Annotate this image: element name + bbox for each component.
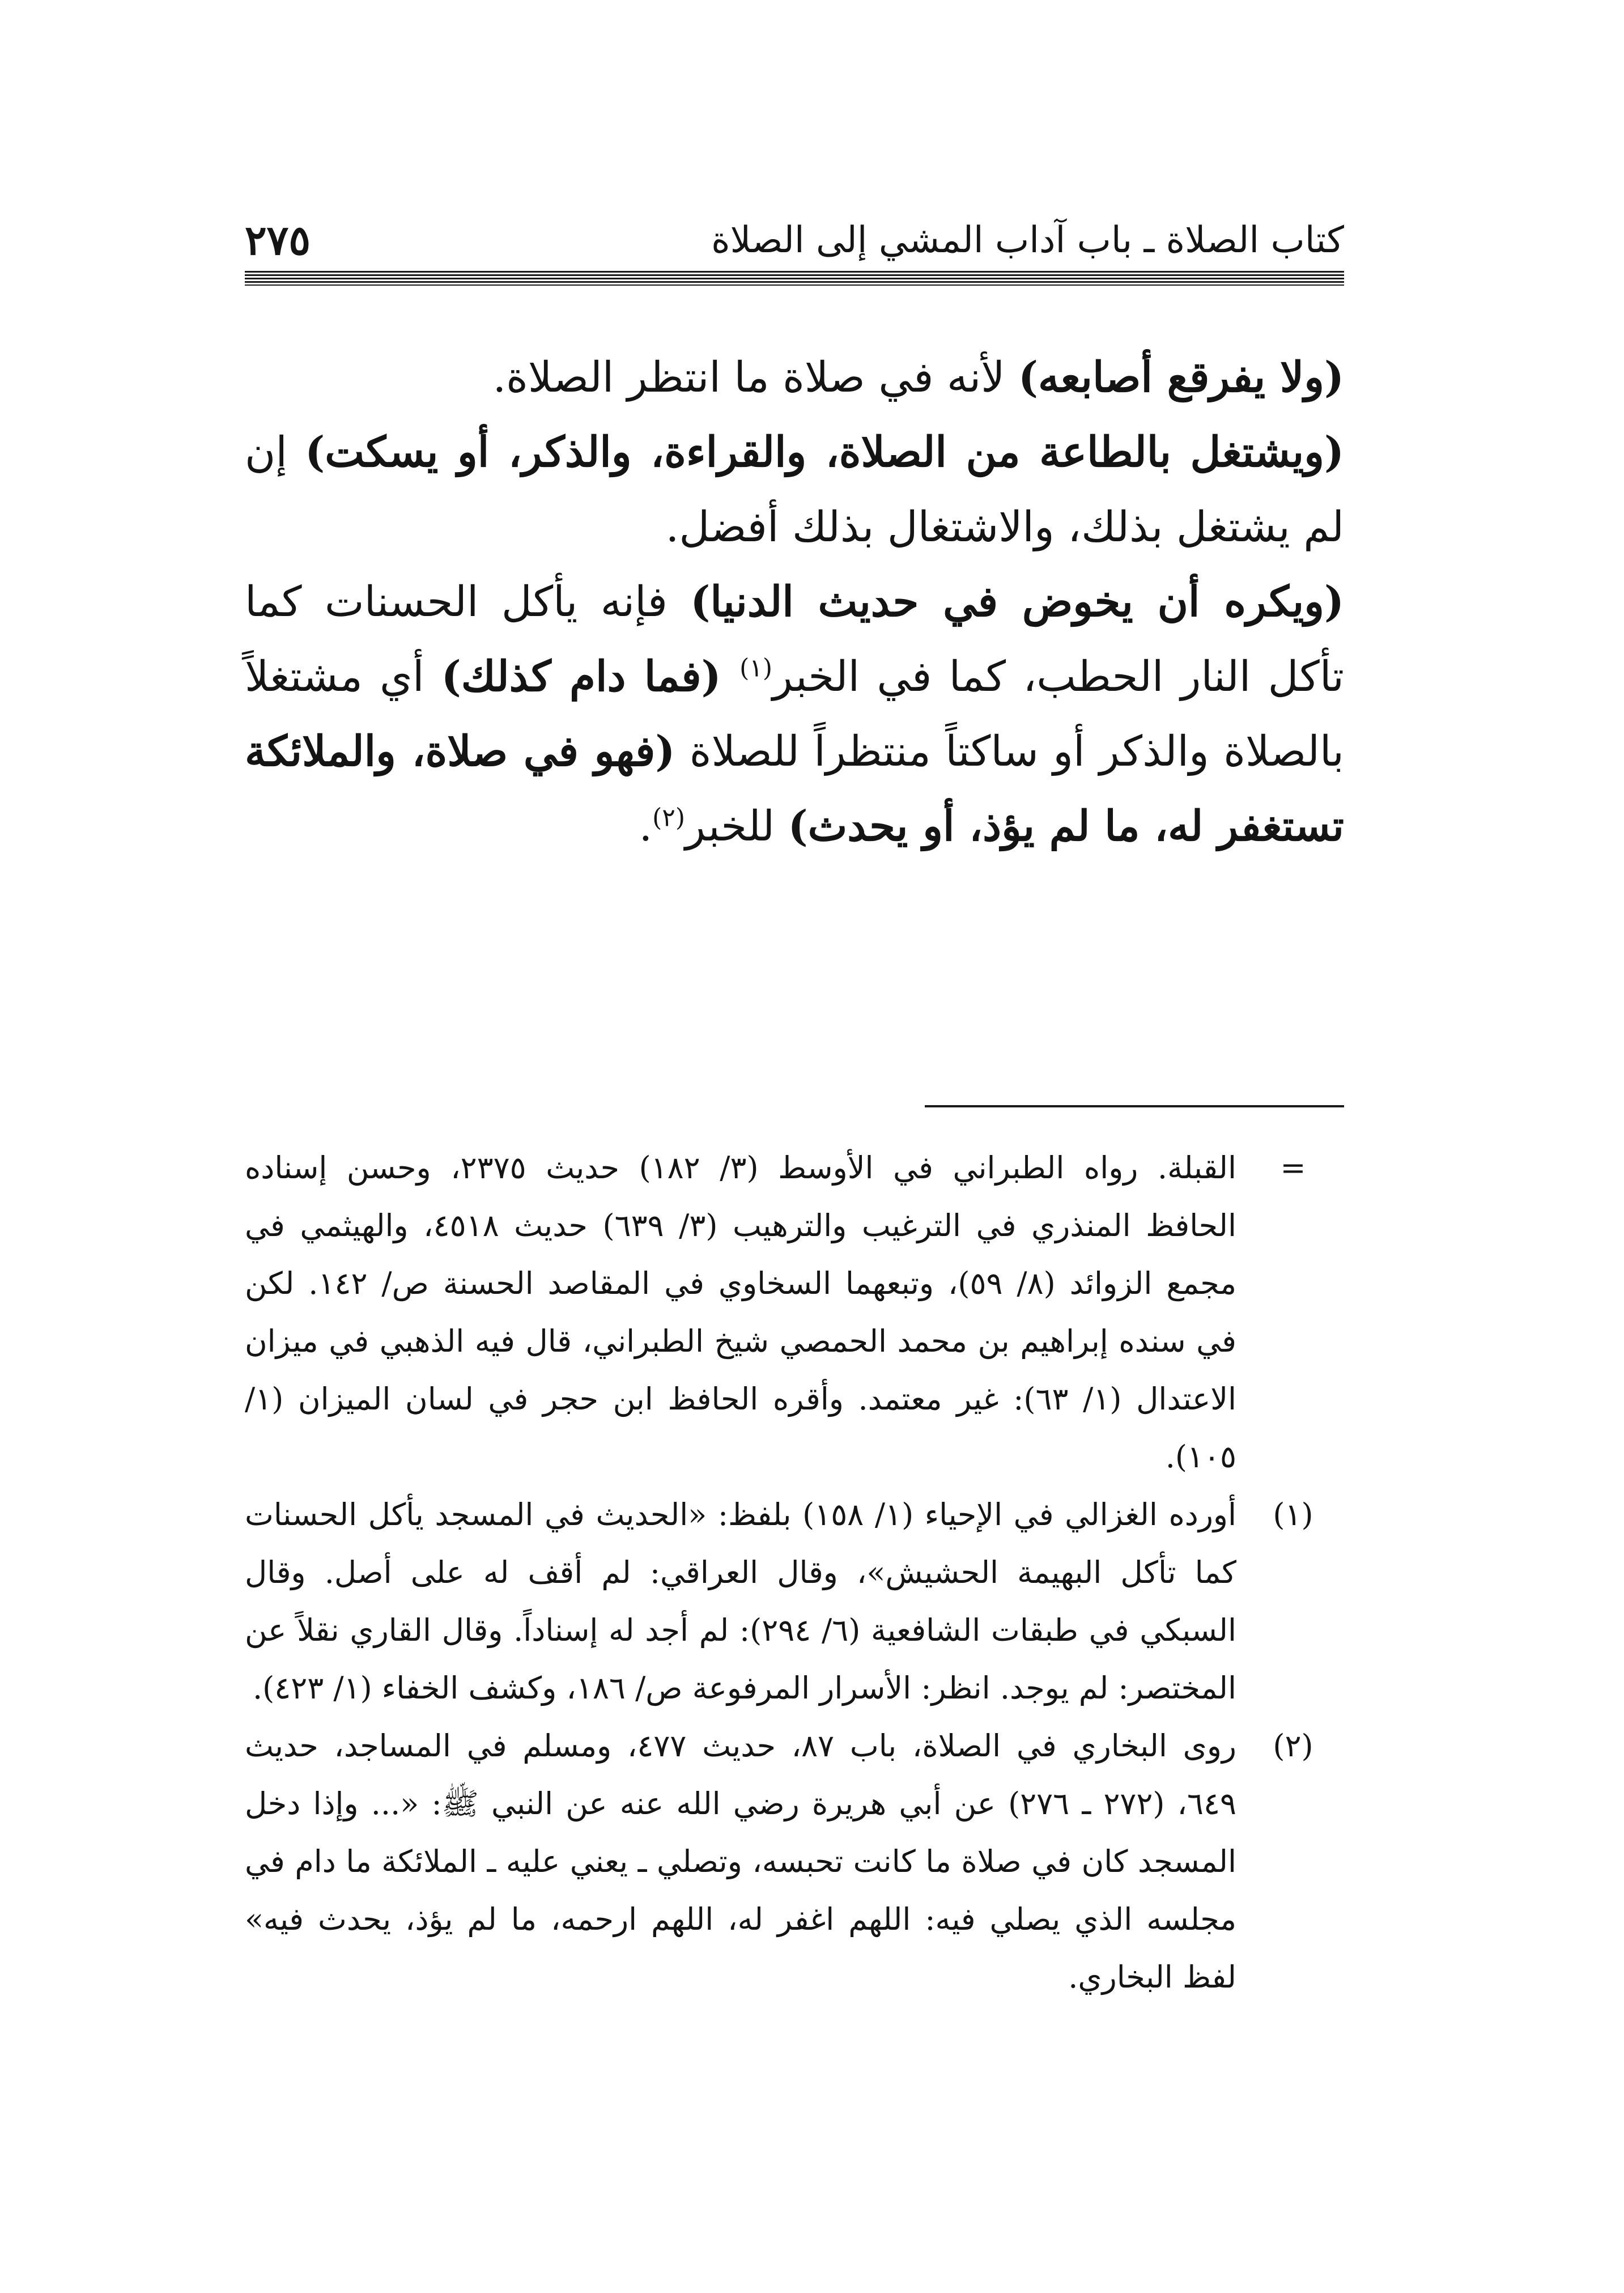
sharh-text: إن لم يشتغل بذلك، والاشتغال بذلك أفضل.	[245, 428, 1344, 551]
main-text	[245, 340, 1344, 864]
page-header	[245, 218, 1344, 263]
footnote-ref-2[interactable]: (٢)	[652, 803, 686, 833]
matn-phrase: (فما دام كذلك)	[441, 652, 740, 701]
footnote-1	[245, 1486, 1344, 1717]
footnote-separator	[925, 1105, 1344, 1107]
footnotes	[245, 1139, 1344, 2006]
matn-phrase: (فهو في صلاة، والملائكة تستغفر له، ما لم يؤذ، أو يحدث)	[245, 727, 1344, 851]
page-number: ٢٧٥	[245, 216, 311, 264]
footnote-marker: (١)	[1273, 1497, 1313, 1532]
sharh-text: للخبر	[685, 802, 788, 851]
paragraph-1	[245, 340, 1344, 415]
footnote-continued	[245, 1139, 1344, 1486]
sharh-text: أي مشتغلاً بالصلاة والذكر أو ساكتاً منتظراً للصلاة	[245, 652, 1345, 776]
sharh-text: فإنه يأكل الحسنات كما تأكل النار الحطب، كما في الخبر	[245, 578, 1344, 701]
paragraph-2	[245, 415, 1344, 564]
matn-phrase: (ويكره أن يخوض في حديث الدنيا)	[690, 578, 1345, 626]
footnote-marker: (٢)	[1273, 1728, 1313, 1764]
paragraph-3	[245, 564, 1344, 864]
footnote-text: القبلة. رواه الطبراني في الأوسط (٣/ ١٨٢) حديث ٢٣٧٥، وحسن إسناده الحافظ المنذري في الترغيب والترهيب (٣/ ٦٣٩) حديث ٤٥١٨، والهيثمي في مجمع الزوائد (٨/ ٥٩)، وتبعهما السخاوي في المقاصد الحسنة ص/ ١٤٢. لكن في سنده إبراهيم بن محمد الحمصي شيخ الطبراني، قال فيه الذهبي في ميزان الاعتدال (١/ ٦٣): غير معتمد. وأقره الحافظ ابن حجر في لسان الميزان (١/ ١٠٥).	[245, 1150, 1237, 1475]
footnote-text: روى البخاري في الصلاة، باب ٨٧، حديث ٤٧٧، ومسلم في المساجد، حديث ٦٤٩، (٢٧٢ ـ ٢٧٦) عن أبي هريرة رضي الله عنه عن النبي ﷺ: «... وإذا دخل المسجد كان في صلاة ما كانت تحبسه، وتصلي ـ يعني عليه ـ الملائكة ما دام في مجلسه الذي يصلي فيه: اللهم اغفر له، اللهم ارحمه، ما لم يؤذ، يحدث فيه» لفظ البخاري.	[245, 1728, 1236, 1995]
header-rule	[245, 271, 1344, 286]
sharh-text: لأنه في صلاة ما انتظر الصلاة.	[492, 353, 1018, 402]
footnote-ref-1[interactable]: (١)	[739, 653, 773, 683]
running-title: كتاب الصلاة ـ باب آداب المشي إلى الصلاة	[711, 219, 1344, 261]
matn-phrase: (ولا يفرقع أصابعه)	[1018, 353, 1344, 402]
footnote-text: أورده الغزالي في الإحياء (١/ ١٥٨) بلفظ: «الحديث في المسجد يأكل الحسنات كما تأكل البهيمة الحشيش»، وقال العراقي: لم أقف له على أصل. وقال السبكي في طبقات الشافعية (٦/ ٢٩٤): لم أجد له إسناداً. وقال القاري نقلاً عن المختصر: لم يوجد. انظر: الأسرار المرفوعة ص/ ١٨٦، وكشف الخفاء (١/ ٤٢٣).	[245, 1497, 1237, 1706]
footnote-2	[245, 1717, 1344, 2006]
matn-phrase: (ويشتغل بالطاعة من الصلاة، والقراءة، والذكر، أو يسكت)	[305, 428, 1344, 477]
sentence-end: .	[639, 802, 653, 851]
footnote-marker: =	[1280, 1150, 1306, 1186]
